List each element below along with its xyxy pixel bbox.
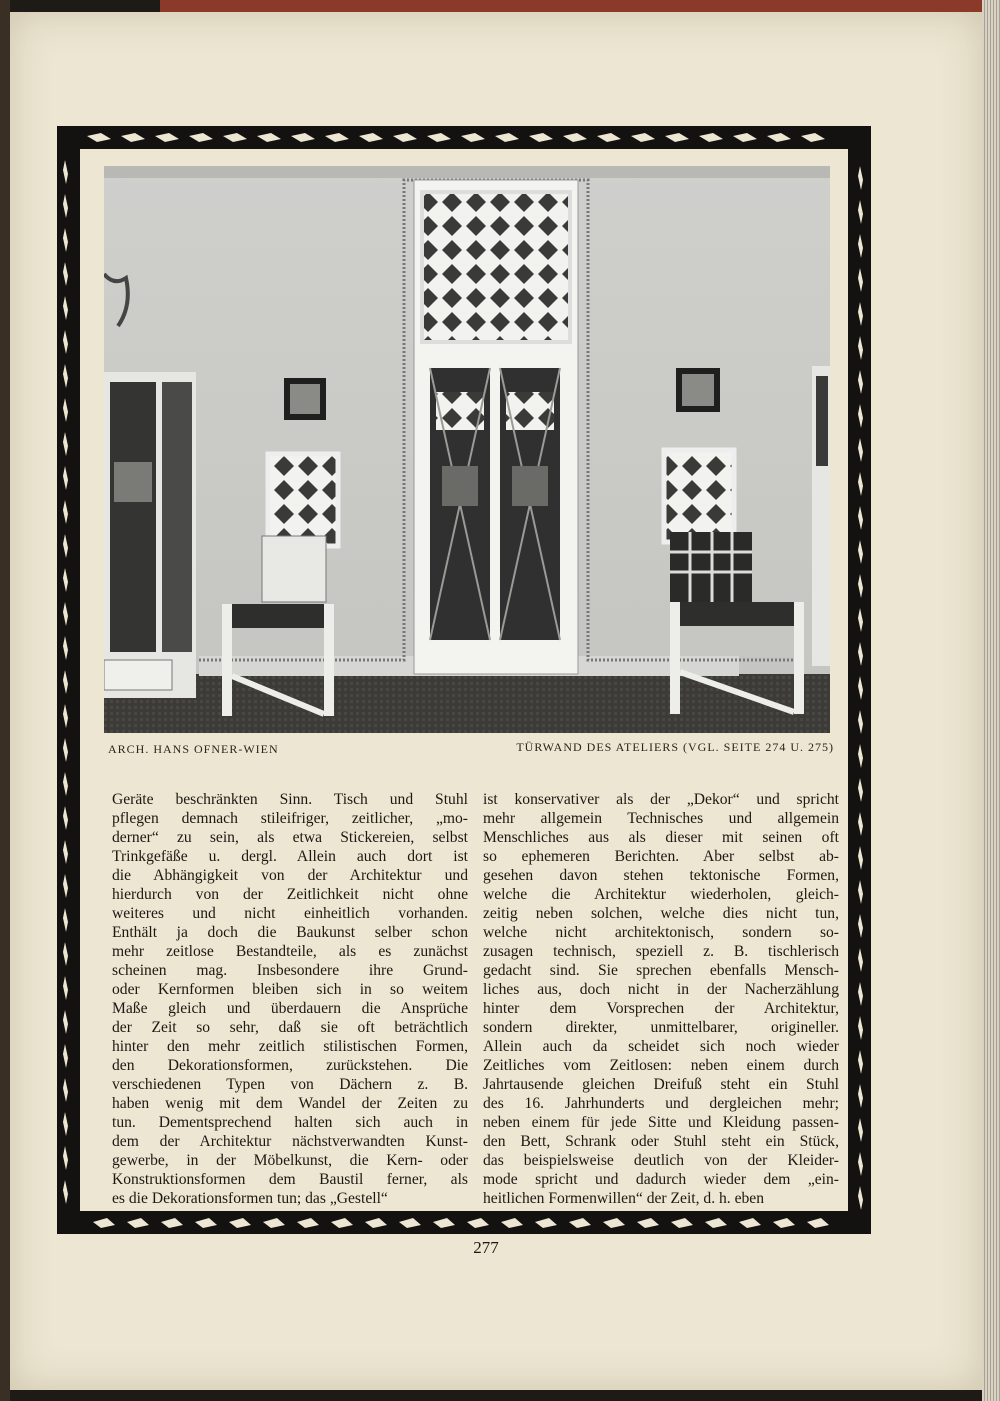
text-line: mode spricht und dadurch wieder dem „ein- [483, 1171, 839, 1188]
text-line: haben wenig mit dem Wandel der Zeiten zu [112, 1095, 468, 1112]
text-column-right [483, 790, 839, 1208]
text-line: gesehen davon stehen tektonische Formen, [483, 867, 839, 884]
text-line: sondern direkter, unmittelbarer, origineller. [483, 1019, 839, 1036]
text-line: Allein auch da scheidet sich noch wieder [483, 1038, 839, 1055]
text-line: das beispielsweise deutlich von der Kleider- [483, 1152, 839, 1169]
text-line: neben einem für jede Sitte und Kleidung passen- [483, 1114, 839, 1131]
text-line: derner“ zu sein, als etwa Stickereien, selbst [112, 829, 468, 846]
text-line: Jahrtausende gleichen Dreifuß steht ein Stuhl [483, 1076, 839, 1093]
text-line: Trinkgefäße u. dergl. Allein auch dort ist [112, 848, 468, 865]
text-line: gewerbe, in der Möbelkunst, die Kern- oder [112, 1152, 468, 1169]
text-column-left [112, 790, 468, 1208]
text-line: hierdurch von der Zeitlichkeit nicht ohne [112, 886, 468, 903]
book-cover-edge [160, 0, 1000, 12]
text-line: den Bett, Schrank oder Stuhl steht ein Stück, [483, 1133, 839, 1150]
text-line: gedacht sind. Sie sprechen ebenfalls Mensch- [483, 962, 839, 979]
text-line: scheinen mag. Insbesondere ihre Grund- [112, 962, 468, 979]
text-line: hinter dem Vorsprechen der Architektur, [483, 1000, 839, 1017]
text-line: verschiedenen Typen von Dächern z. B. [112, 1076, 468, 1093]
photo-caption: TÜRWAND DES ATELIERS (VGL. SEITE 274 U. 275) [516, 740, 834, 754]
text-line: so ephemeren Berichten. Aber selbst ab- [483, 848, 839, 865]
text-line: oder Kernformen bleiben sich in so weitem [112, 981, 468, 998]
text-line: tun. Dementsprechend halten sich auch in [112, 1114, 468, 1131]
text-line: Enthält ja doch die Baukunst selber schon [112, 924, 468, 941]
text-line: die Abhängigkeit von der Architektur und [112, 867, 468, 884]
text-line: Menschliches aus als dieser mit seinen oft [483, 829, 839, 846]
text-line: welche nicht architektonisch, sondern so- [483, 924, 839, 941]
text-line: ist konservativer als der „Dekor“ und spricht [483, 791, 839, 808]
text-line: des 16. Jahrhunderts und dergleichen mehr; [483, 1095, 839, 1112]
text-line: mehr allgemein Technisches und allgemein [483, 810, 839, 827]
book-spine [0, 0, 10, 1401]
text-line: heitlichen Formenwillen“ der Zeit, d. h. eben [483, 1190, 765, 1207]
text-line: weiteres und nicht einheitlich vorhanden. [112, 905, 468, 922]
text-line: pflegen demnach stileifriger, zeitlicher, „mo- [112, 810, 468, 827]
text-line: den Dekorationsformen, zurückstehen. Die [112, 1057, 468, 1074]
text-line: Geräte beschränkten Sinn. Tisch und Stuhl [112, 791, 468, 808]
text-line: liches aus, doch nicht in der Nacherzählung [483, 981, 839, 998]
text-line: welche die Architektur wiederholen, gleich- [483, 886, 839, 903]
text-line: es die Dekorationsformen tun; das „Gestell“ [112, 1190, 388, 1207]
text-line: Konstruktionsformen dem Baustil ferner, als [112, 1171, 468, 1188]
text-line: der Zeit so sehr, daß sie oft beträchtlich [112, 1019, 468, 1036]
text-line: dem der Architektur nächstverwandten Kunst- [112, 1133, 468, 1150]
text-line: hinter den mehr zeitlich stilistischen Formen, [112, 1038, 468, 1055]
text-line: Zeitliches vom Zeitlosen: neben einem durch [483, 1057, 839, 1074]
text-line: Maße gleich und überdauern die Ansprüche [112, 1000, 468, 1017]
studio-door-wall-photo-icon [104, 166, 830, 733]
page-edges [982, 0, 1000, 1401]
studio-door-wall-photo [104, 166, 830, 733]
page-number: 277 [473, 1238, 499, 1257]
text-line: zeitig neben solchen, welche dies nicht tun, [483, 905, 839, 922]
text-line: mehr zeitlose Bestandteile, als es zunächst [112, 943, 468, 960]
text-line: zusagen technisch, speziell z. B. tischlerisch [483, 943, 839, 960]
photo-credit: ARCH. HANS OFNER-WIEN [108, 742, 279, 756]
